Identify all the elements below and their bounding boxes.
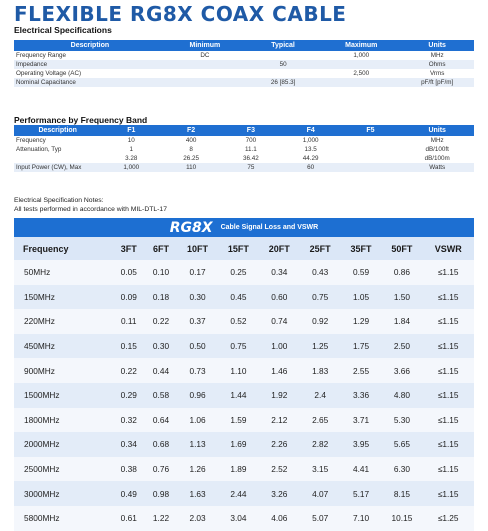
table-cell: 0.32 [113, 408, 145, 433]
table-cell: ≤1.15 [422, 383, 474, 408]
table-cell: 0.22 [113, 358, 145, 383]
table-cell: ≤1.15 [422, 432, 474, 457]
table-cell: 1.06 [177, 408, 218, 433]
col-header: Description [14, 125, 101, 136]
table-cell: 44.29 [302, 155, 319, 162]
table-cell: 0.17 [177, 260, 218, 285]
table-cell: 8 [189, 146, 193, 153]
table-cell: 2.52 [259, 457, 300, 482]
table-cell: 0.38 [113, 457, 145, 482]
table-cell: 1800MHz [14, 408, 113, 433]
table-cell: 0.22 [145, 309, 177, 334]
table-row [14, 285, 474, 310]
col-header: Units [400, 125, 474, 136]
table-cell: 0.75 [300, 285, 341, 310]
table-cell: 2000MHz [14, 432, 113, 457]
table-cell: 400 [185, 137, 197, 144]
table-cell: 2.12 [259, 408, 300, 433]
table-cell: 8.15 [382, 481, 423, 506]
table-row [14, 334, 474, 359]
table-cell: 3.36 [341, 383, 382, 408]
table-cell: 10.15 [382, 506, 423, 531]
table-cell: 1.59 [218, 408, 259, 433]
table-cell: 0.60 [259, 285, 300, 310]
table-cell: 5.07 [300, 506, 341, 531]
table-cell: ≤1.15 [422, 408, 474, 433]
cable-loss-table [14, 237, 474, 531]
table-cell: 3.71 [341, 408, 382, 433]
table-cell: 0.30 [145, 334, 177, 359]
table-cell: 0.05 [113, 260, 145, 285]
table-cell: 36.42 [243, 155, 259, 162]
table-cell: dB/100m [424, 155, 450, 162]
table-cell: 7.10 [341, 506, 382, 531]
col-header: Typical [244, 40, 322, 51]
table-cell: 0.49 [113, 481, 145, 506]
table-cell: Nominal Capacitance [14, 78, 166, 87]
table-cell: 1.10 [218, 358, 259, 383]
table-cell: 0.52 [218, 309, 259, 334]
table-cell: 0.50 [177, 334, 218, 359]
col-header: 10FT [177, 237, 218, 260]
col-header: 6FT [145, 237, 177, 260]
table-cell [166, 69, 244, 78]
table-cell [322, 78, 400, 87]
table-cell: 0.09 [113, 285, 145, 310]
table-cell [166, 78, 244, 87]
table-cell: Watts [400, 163, 474, 172]
table-cell: 220MHz [14, 309, 113, 334]
table-row [14, 358, 474, 383]
table-cell: ≤1.15 [422, 260, 474, 285]
table-cell: dB/100ft [425, 146, 449, 153]
table-cell: 1,000 [353, 52, 370, 59]
table-row [14, 163, 474, 172]
table-cell: 0.58 [145, 383, 177, 408]
table-cell [244, 69, 322, 78]
table-cell: 4.80 [382, 383, 423, 408]
table-cell: 10 [127, 137, 135, 144]
col-header: F3 [221, 125, 281, 136]
table-cell: 3.04 [218, 506, 259, 531]
table-row [14, 51, 474, 60]
table-cell: ≤1.15 [422, 358, 474, 383]
table-cell: 2500MHz [14, 457, 113, 482]
table-cell [341, 136, 401, 145]
table-cell: 1.46 [259, 358, 300, 383]
table-cell [322, 60, 400, 69]
table-cell: Vrms [429, 70, 445, 77]
col-header: 15FT [218, 237, 259, 260]
table-cell: 0.29 [113, 383, 145, 408]
table-row [14, 506, 474, 531]
table-cell: ≤1.15 [422, 334, 474, 359]
notes-title: Electrical Specification Notes: [14, 197, 104, 204]
table-cell: 900MHz [14, 358, 113, 383]
table-cell: 0.59 [341, 260, 382, 285]
table-cell: 1.26 [177, 457, 218, 482]
table-cell: 2,500 [353, 70, 370, 77]
cable-table-subtitle: Cable Signal Loss and VSWR [220, 224, 319, 231]
table-row [14, 69, 474, 78]
table-cell: MHz [430, 137, 444, 144]
table-cell: 5.65 [382, 432, 423, 457]
electrical-spec-table [14, 40, 474, 87]
col-header: 25FT [300, 237, 341, 260]
table-cell: ≤1.15 [422, 457, 474, 482]
table-cell: 3.26 [259, 481, 300, 506]
table-row [14, 260, 474, 285]
col-header: F1 [101, 125, 161, 136]
table-cell: 0.30 [177, 285, 218, 310]
table-cell: 1.44 [218, 383, 259, 408]
col-header: 3FT [113, 237, 145, 260]
table-cell: 1.75 [341, 334, 382, 359]
table-cell: 1.25 [300, 334, 341, 359]
table-cell: 0.43 [300, 260, 341, 285]
table-cell: 0.74 [259, 309, 300, 334]
table-cell: 0.44 [145, 358, 177, 383]
table-cell: 700 [245, 137, 257, 144]
table-cell: 3.15 [300, 457, 341, 482]
page-title: FLEXIBLE RG8X COAX CABLE [14, 2, 347, 26]
table-row [14, 136, 474, 145]
table-cell: 2.82 [300, 432, 341, 457]
table-cell: Operating Voltage (AC) [16, 70, 82, 77]
table-cell: 5800MHz [14, 506, 113, 531]
table-cell [341, 145, 401, 154]
table-cell: 0.68 [145, 432, 177, 457]
table-header-row [14, 237, 474, 260]
table-cell: 3.28 [125, 155, 138, 162]
electrical-spec-heading: Electrical Specifications [14, 25, 112, 35]
table-cell: 0.34 [259, 260, 300, 285]
performance-heading: Performance by Frequency Band [14, 115, 148, 125]
col-header: Minimum [166, 40, 244, 51]
table-cell: 0.25 [218, 260, 259, 285]
table-row [14, 154, 474, 163]
table-cell: 0.10 [145, 260, 177, 285]
table-cell: 3000MHz [14, 481, 113, 506]
table-cell: 0.61 [113, 506, 145, 531]
col-header: F2 [161, 125, 221, 136]
table-cell: 1.00 [259, 334, 300, 359]
table-cell: 26 [85.3] [244, 78, 322, 87]
table-cell: 13.5 [304, 146, 317, 153]
table-cell: 5.17 [341, 481, 382, 506]
table-cell: 110 [161, 163, 221, 172]
table-cell [341, 154, 401, 163]
table-cell: Frequency [16, 137, 46, 144]
table-cell: 75 [221, 163, 281, 172]
table-cell: 1,000 [101, 163, 161, 172]
notes-text: All tests performed in accordance with MIL-DTL-17 [14, 206, 167, 213]
table-cell: 0.45 [218, 285, 259, 310]
table-cell: 0.37 [177, 309, 218, 334]
cable-loss-header [14, 218, 474, 237]
table-cell: 3.95 [341, 432, 382, 457]
table-cell: 1.69 [218, 432, 259, 457]
table-cell: 450MHz [14, 334, 113, 359]
table-cell: 150MHz [14, 285, 113, 310]
table-cell: 0.75 [218, 334, 259, 359]
table-cell: 0.92 [300, 309, 341, 334]
table-row [14, 408, 474, 433]
col-header: VSWR [422, 237, 474, 260]
table-cell: 0.15 [113, 334, 145, 359]
table-cell: 0.64 [145, 408, 177, 433]
table-cell: Ohms [400, 60, 474, 69]
table-cell: 3.66 [382, 358, 423, 383]
col-header: Description [14, 40, 166, 51]
table-cell: 0.11 [113, 309, 145, 334]
table-cell: 11.1 [244, 146, 257, 153]
table-cell: 60 [281, 163, 341, 172]
table-cell: 0.96 [177, 383, 218, 408]
col-header: Maximum [322, 40, 400, 51]
table-cell: 2.26 [259, 432, 300, 457]
table-cell: 0.86 [382, 260, 423, 285]
table-cell: 2.65 [300, 408, 341, 433]
table-cell: 1.50 [382, 285, 423, 310]
table-cell [341, 163, 401, 172]
table-cell: 5.30 [382, 408, 423, 433]
table-cell: 4.07 [300, 481, 341, 506]
table-cell: 1.13 [177, 432, 218, 457]
cable-loss-panel [14, 218, 474, 524]
col-header: 35FT [341, 237, 382, 260]
table-cell: ≤1.25 [422, 506, 474, 531]
table-cell [166, 60, 244, 69]
table-cell: ≤1.15 [422, 481, 474, 506]
table-row [14, 383, 474, 408]
table-header-row [14, 40, 474, 51]
table-cell: 2.03 [177, 506, 218, 531]
table-cell: 0.98 [145, 481, 177, 506]
table-cell: 0.18 [145, 285, 177, 310]
table-cell: 1 [129, 146, 134, 153]
table-cell: 50 [244, 60, 322, 69]
col-header: F5 [341, 125, 401, 136]
table-row [14, 432, 474, 457]
table-cell: 0.73 [177, 358, 218, 383]
table-cell: Attenuation, Typ [16, 146, 62, 153]
table-row [14, 145, 474, 154]
table-cell: 2.50 [382, 334, 423, 359]
table-cell: 1.29 [341, 309, 382, 334]
table-cell: ≤1.15 [422, 309, 474, 334]
spec-notes [14, 196, 167, 214]
table-cell: DC [200, 52, 210, 59]
table-cell: 1.83 [300, 358, 341, 383]
table-cell: 1500MHz [14, 383, 113, 408]
table-cell: 2.44 [218, 481, 259, 506]
table-cell: 1.22 [145, 506, 177, 531]
table-cell: 4.41 [341, 457, 382, 482]
table-cell: 1.92 [259, 383, 300, 408]
table-cell: 2.4 [300, 383, 341, 408]
table-cell: 0.76 [145, 457, 177, 482]
table-cell: Input Power (CW), Max [14, 163, 101, 172]
table-cell: 1,000 [302, 137, 319, 144]
table-cell: 1.05 [341, 285, 382, 310]
table-cell [14, 154, 101, 163]
col-header: F4 [281, 125, 341, 136]
table-header-row [14, 125, 474, 136]
table-cell: 4.06 [259, 506, 300, 531]
table-cell: 50MHz [14, 260, 113, 285]
table-row [14, 60, 474, 69]
table-row [14, 457, 474, 482]
table-cell: 2.55 [341, 358, 382, 383]
table-cell: MHz [430, 52, 444, 59]
table-cell: 26.25 [183, 155, 199, 162]
col-header: Units [400, 40, 474, 51]
table-cell: 1.89 [218, 457, 259, 482]
table-cell: 6.30 [382, 457, 423, 482]
table-cell [244, 51, 322, 60]
table-cell: 1.63 [177, 481, 218, 506]
col-header: 50FT [382, 237, 423, 260]
performance-table [14, 125, 474, 172]
table-cell: Impedance [14, 60, 166, 69]
col-header: 20FT [259, 237, 300, 260]
table-cell: 0.34 [113, 432, 145, 457]
table-row [14, 78, 474, 87]
table-row [14, 481, 474, 506]
table-row [14, 309, 474, 334]
col-header: Frequency [14, 237, 113, 260]
cable-name: RG8X [169, 219, 213, 236]
table-cell: pF/ft [pF/m] [400, 78, 474, 87]
table-cell: ≤1.15 [422, 285, 474, 310]
table-cell: Frequency Range [16, 52, 67, 59]
table-cell: 1.84 [382, 309, 423, 334]
